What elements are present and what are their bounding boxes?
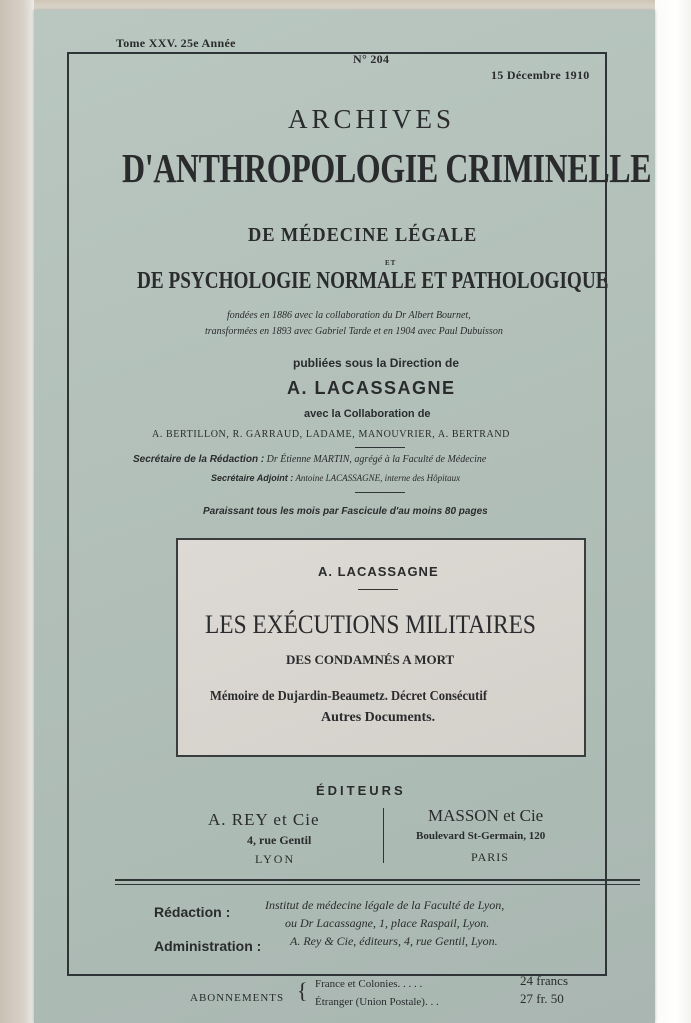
foundation-line-2: transformées en 1893 avec Gabriel Tarde et en 1904 avec Paul Dubuisson (205, 326, 503, 337)
title-et: ET (385, 259, 397, 267)
bottom-rule-1 (115, 879, 640, 881)
article-title: LES EXÉCUTIONS MILITAIRES (205, 610, 536, 639)
title-archives: ARCHIVES (288, 104, 456, 134)
bottom-rule-2 (115, 884, 640, 885)
article-author: A. LACASSAGNE (318, 564, 439, 579)
article-subtitle: DES CONDAMNÉS A MORT (286, 652, 455, 667)
title-psychologie: DE PSYCHOLOGIE NORMALE ET PATHOLOGIQUE (137, 268, 609, 294)
redaction-label: Rédaction : (154, 904, 231, 920)
secretary-adjoint (211, 473, 460, 483)
tome-label: Tome XXV. 25e Année (116, 36, 236, 50)
foundation-line-1: fondées en 1886 avec la collaboration du Dr Albert Bournet, (227, 310, 471, 321)
secretary-adjoint-value: Antoine LACASSAGNE, interne des Hôpitaux (295, 473, 461, 483)
background-left (0, 0, 34, 1023)
periodicity: Paraissant tous les mois par Fascicule d'au moins 80 pages (203, 506, 488, 517)
editeurs-divider (383, 808, 384, 863)
collaborators: A. BERTILLON, R. GARRAUD, LADAME, MANOUVRIER, A. BERTRAND (152, 429, 510, 440)
article-description-2: Autres Documents. (321, 710, 436, 725)
redaction-line-2: ou Dr Lacassagne, 1, place Raspail, Lyon. (285, 916, 490, 930)
issue-number: N° 204 (353, 52, 390, 66)
publisher-masson-name: MASSON et Cie (428, 806, 544, 825)
background-right (655, 0, 691, 1023)
secretary-redaction-value: Dr Étienne MARTIN, agrégé à la Faculté de Médecine (266, 454, 487, 465)
abonnements-brace: { (297, 978, 308, 1003)
publisher-rey-address: 4, rue Gentil (247, 833, 312, 847)
secretary-redaction-label: Secrétaire de la Rédaction : (133, 454, 265, 465)
abonnements-label: ABONNEMENTS (190, 992, 285, 1004)
divider-2 (355, 492, 405, 493)
director-name: A. LACASSAGNE (287, 378, 456, 398)
issue-date: 15 Décembre 1910 (491, 68, 590, 82)
abonnements-france: France et Colonies. . . . . (315, 978, 423, 990)
secretary-adjoint-label: Secrétaire Adjoint : (211, 473, 294, 483)
abonnements-etranger-price: 27 fr. 50 (520, 991, 564, 1006)
secretary-redaction (133, 454, 486, 465)
title-medecine-legale: DE MÉDECINE LÉGALE (248, 224, 478, 246)
redaction-line-1: Institut de médecine légale de la Faculté de Lyon, (265, 898, 505, 912)
publisher-rey-name: A. REY et Cie (208, 810, 320, 829)
administration-label: Administration : (154, 938, 262, 954)
article-divider (358, 589, 398, 590)
published-under: publiées sous la Direction de (293, 356, 460, 370)
with-collaboration: avec la Collaboration de (304, 408, 431, 420)
publisher-masson-city: PARIS (471, 850, 509, 864)
administration-value: A. Rey & Cie, éditeurs, 4, rue Gentil, Lyon. (290, 934, 498, 948)
title-main: D'ANTHROPOLOGIE CRIMINELLE (122, 145, 652, 191)
divider-1 (355, 447, 405, 448)
editeurs-heading: ÉDITEURS (316, 783, 406, 798)
abonnements-etranger: Étranger (Union Postale). . . (315, 996, 439, 1008)
abonnements-france-price: 24 francs (520, 973, 569, 988)
publisher-rey-city: LYON (255, 852, 296, 866)
publisher-masson-address: Boulevard St-Germain, 120 (416, 830, 546, 842)
article-description-1: Mémoire de Dujardin-Beaumetz. Décret Consécutif (210, 689, 488, 704)
